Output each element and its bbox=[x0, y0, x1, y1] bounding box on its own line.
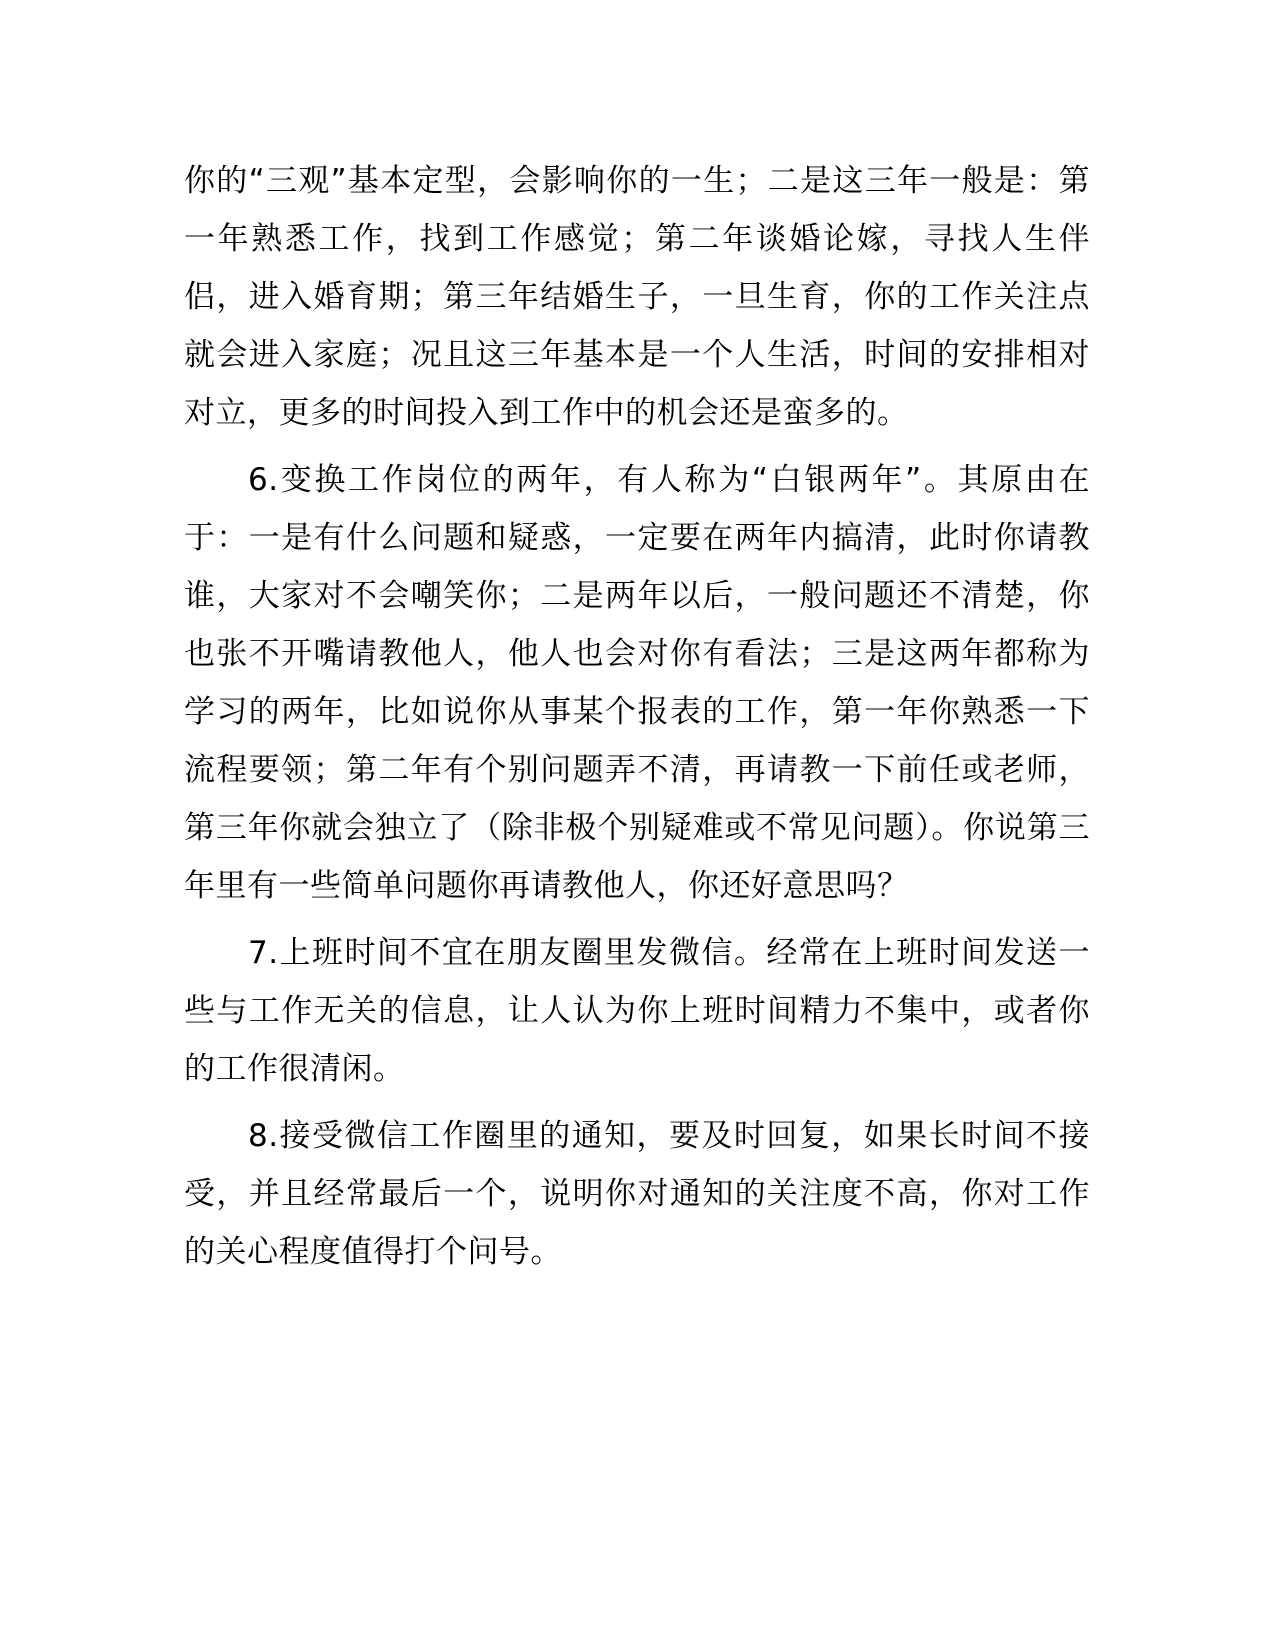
paragraph-item-8: 8.接受微信工作圈里的通知，要及时回复，如果长时间不接受，并且经常最后一个，说明你对通知的关注度不高，你对工作的关心程度值得打个问号。 bbox=[184, 1118, 1090, 1270]
paragraph-continuation: 你的“三观”基本定型，会影响你的一生；二是这三年一般是：第一年熟悉工作，找到工作感觉；第二年谈婚论嫁，寻找人生伴侣，进入婚育期；第三年结婚生子，一旦生育，你的工作关注点就会进入家庭；况且这三年基本是一个人生活，时间的安排相对对立，更多的时间投入到工作中的机会还是蛮多的。 bbox=[184, 163, 1090, 431]
document-body bbox=[184, 152, 1090, 1281]
paragraph-item-6: 6.变换工作岗位的两年，有人称为“白银两年”。其原由在于：一是有什么问题和疑惑，一定要在两年内搞清，此时你请教谁，大家对不会嘲笑你；二是两年以后，一般问题还不清楚，你也张不开嘴请教他人，他人也会对你有看法；三是这两年都称为学习的两年，比如说你从事某个报表的工作，第一年你熟悉一下流程要领；第二年有个别问题弄不清，再请教一下前任或老师，第三年你就会独立了（除非极个别疑难或不常见问题）。你说第三年里有一些简单问题你再请教他人，你还好意思吗？ bbox=[184, 462, 1090, 904]
paragraph-item-7: 7.上班时间不宜在朋友圈里发微信。经常在上班时间发送一些与工作无关的信息，让人认为你上班时间精力不集中，或者你的工作很清闲。 bbox=[184, 935, 1090, 1087]
